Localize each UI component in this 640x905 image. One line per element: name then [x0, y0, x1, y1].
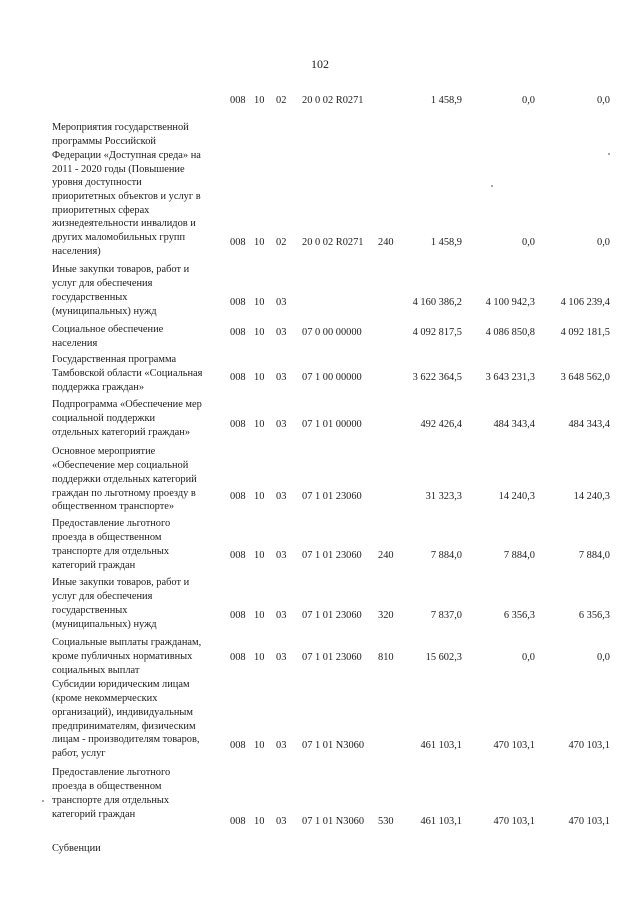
amount-year-1: 31 323,3	[425, 491, 462, 502]
subsection-code: 03	[276, 419, 287, 430]
row-name: Социальное обеспечение населения	[52, 324, 164, 350]
section-code: 10	[254, 372, 265, 383]
admin-code: 008	[230, 816, 246, 827]
section-code: 10	[254, 95, 265, 106]
subsection-code: 03	[276, 297, 287, 308]
expense-type-code: 240	[378, 550, 394, 561]
admin-code: 008	[230, 327, 246, 338]
amount-year-1: 3 622 364,5	[412, 372, 462, 383]
amount-year-2: 0,0	[522, 237, 535, 248]
article-code: 20 0 02 R0271	[302, 95, 364, 106]
subsection-code: 03	[276, 652, 287, 663]
expense-type-code: 320	[378, 610, 394, 621]
row-name: Социальные выплаты гражданам, кроме публичных нормативных социальных выплат	[52, 637, 202, 676]
section-code: 10	[254, 327, 265, 338]
amount-year-3: 484 343,4	[568, 419, 610, 430]
expense-type-code: 240	[378, 237, 394, 248]
section-code: 10	[254, 491, 265, 502]
scan-speck	[42, 800, 44, 802]
amount-year-2: 484 343,4	[493, 419, 535, 430]
expense-type-code: 810	[378, 652, 394, 663]
amount-year-3: 7 884,0	[578, 550, 610, 561]
subsection-code: 02	[276, 95, 287, 106]
row-name: Субсидии юридическим лицам (кроме некоммерческих организаций), индивидуальным предпринимателям, физическим лицам - производителям товаров, работ, услуг	[52, 679, 200, 759]
amount-year-2: 14 240,3	[498, 491, 535, 502]
subsection-code: 03	[276, 740, 287, 751]
scan-speck	[608, 153, 610, 155]
amount-year-1: 1 458,9	[430, 95, 462, 106]
admin-code: 008	[230, 550, 246, 561]
amount-year-3: 470 103,1	[568, 816, 610, 827]
admin-code: 008	[230, 95, 246, 106]
page-number: 102	[311, 57, 329, 71]
amount-year-3: 0,0	[597, 237, 610, 248]
amount-year-3: 470 103,1	[568, 740, 610, 751]
expense-type-code: 530	[378, 816, 394, 827]
subsection-code: 03	[276, 816, 287, 827]
row-name: Подпрограмма «Обеспечение мер социальной поддержки отдельных категорий граждан»	[52, 399, 202, 438]
section-code: 10	[254, 652, 265, 663]
amount-year-1: 461 103,1	[420, 816, 462, 827]
subsection-code: 03	[276, 372, 287, 383]
amount-year-1: 4 160 386,2	[412, 297, 462, 308]
amount-year-3: 0,0	[597, 95, 610, 106]
subsection-code: 03	[276, 491, 287, 502]
row-name: Мероприятия государственной программы Российской Федерации «Доступная среда» на 2011 - 2020 годы (Повышение уровня доступности приоритетных объектов и услуг в приоритетных сферах жизнедеятельности инвалидов и других маломобильных групп населения)	[52, 122, 201, 257]
amount-year-2: 470 103,1	[493, 740, 535, 751]
amount-year-2: 470 103,1	[493, 816, 535, 827]
article-code: 07 1 01 00000	[302, 419, 362, 430]
subsection-code: 03	[276, 610, 287, 621]
amount-year-3: 4 106 239,4	[560, 297, 610, 308]
amount-year-1: 1 458,9	[430, 237, 462, 248]
row-name: Государственная программа Тамбовской области «Социальная поддержка граждан»	[52, 354, 203, 393]
subsection-code: 02	[276, 237, 287, 248]
section-code: 10	[254, 297, 265, 308]
article-code: 07 1 00 00000	[302, 372, 362, 383]
scan-speck	[491, 185, 493, 187]
amount-year-2: 4 086 850,8	[485, 327, 535, 338]
admin-code: 008	[230, 740, 246, 751]
article-code: 07 1 01 N3060	[302, 740, 365, 751]
amount-year-3: 14 240,3	[573, 491, 610, 502]
admin-code: 008	[230, 491, 246, 502]
row-name: Основное мероприятие «Обеспечение мер социальной поддержки отдельных категорий граждан по льготному проезду в общественном транспорте»	[52, 446, 197, 513]
row-name: Иные закупки товаров, работ и услуг для обеспечения государственных (муниципальных) нужд	[52, 264, 190, 317]
article-code: 07 0 00 00000	[302, 327, 362, 338]
amount-year-3: 0,0	[597, 652, 610, 663]
amount-year-2: 0,0	[522, 652, 535, 663]
amount-year-2: 7 884,0	[503, 550, 535, 561]
article-code: 07 1 01 N3060	[302, 816, 365, 827]
article-code: 07 1 01 23060	[302, 610, 362, 621]
section-code: 10	[254, 610, 265, 621]
row-name: Иные закупки товаров, работ и услуг для обеспечения государственных (муниципальных) нужд	[52, 577, 190, 630]
amount-year-1: 4 092 817,5	[412, 327, 462, 338]
amount-year-2: 4 100 942,3	[485, 297, 535, 308]
amount-year-1: 7 837,0	[430, 610, 462, 621]
admin-code: 008	[230, 419, 246, 430]
row-name: Предоставление льготного проезда в общественном транспорте для отдельных категорий граждан	[52, 767, 171, 820]
amount-year-1: 461 103,1	[420, 740, 462, 751]
section-code: 10	[254, 237, 265, 248]
amount-year-3: 4 092 181,5	[560, 327, 610, 338]
amount-year-1: 7 884,0	[430, 550, 462, 561]
amount-year-2: 0,0	[522, 95, 535, 106]
article-code: 07 1 01 23060	[302, 652, 362, 663]
article-code: 07 1 01 23060	[302, 491, 362, 502]
row-name: Субвенции	[52, 843, 101, 855]
amount-year-3: 3 648 562,0	[560, 372, 610, 383]
amount-year-3: 6 356,3	[578, 610, 610, 621]
subsection-code: 03	[276, 327, 287, 338]
section-code: 10	[254, 740, 265, 751]
admin-code: 008	[230, 652, 246, 663]
admin-code: 008	[230, 237, 246, 248]
section-code: 10	[254, 419, 265, 430]
admin-code: 008	[230, 372, 246, 383]
section-code: 10	[254, 550, 265, 561]
amount-year-2: 3 643 231,3	[485, 372, 535, 383]
article-code: 20 0 02 R0271	[302, 237, 364, 248]
amount-year-1: 15 602,3	[425, 652, 462, 663]
admin-code: 008	[230, 610, 246, 621]
article-code: 07 1 01 23060	[302, 550, 362, 561]
section-code: 10	[254, 816, 265, 827]
row-name: Предоставление льготного проезда в общественном транспорте для отдельных категорий граждан	[52, 518, 171, 571]
amount-year-2: 6 356,3	[503, 610, 535, 621]
subsection-code: 03	[276, 550, 287, 561]
admin-code: 008	[230, 297, 246, 308]
amount-year-1: 492 426,4	[420, 419, 462, 430]
